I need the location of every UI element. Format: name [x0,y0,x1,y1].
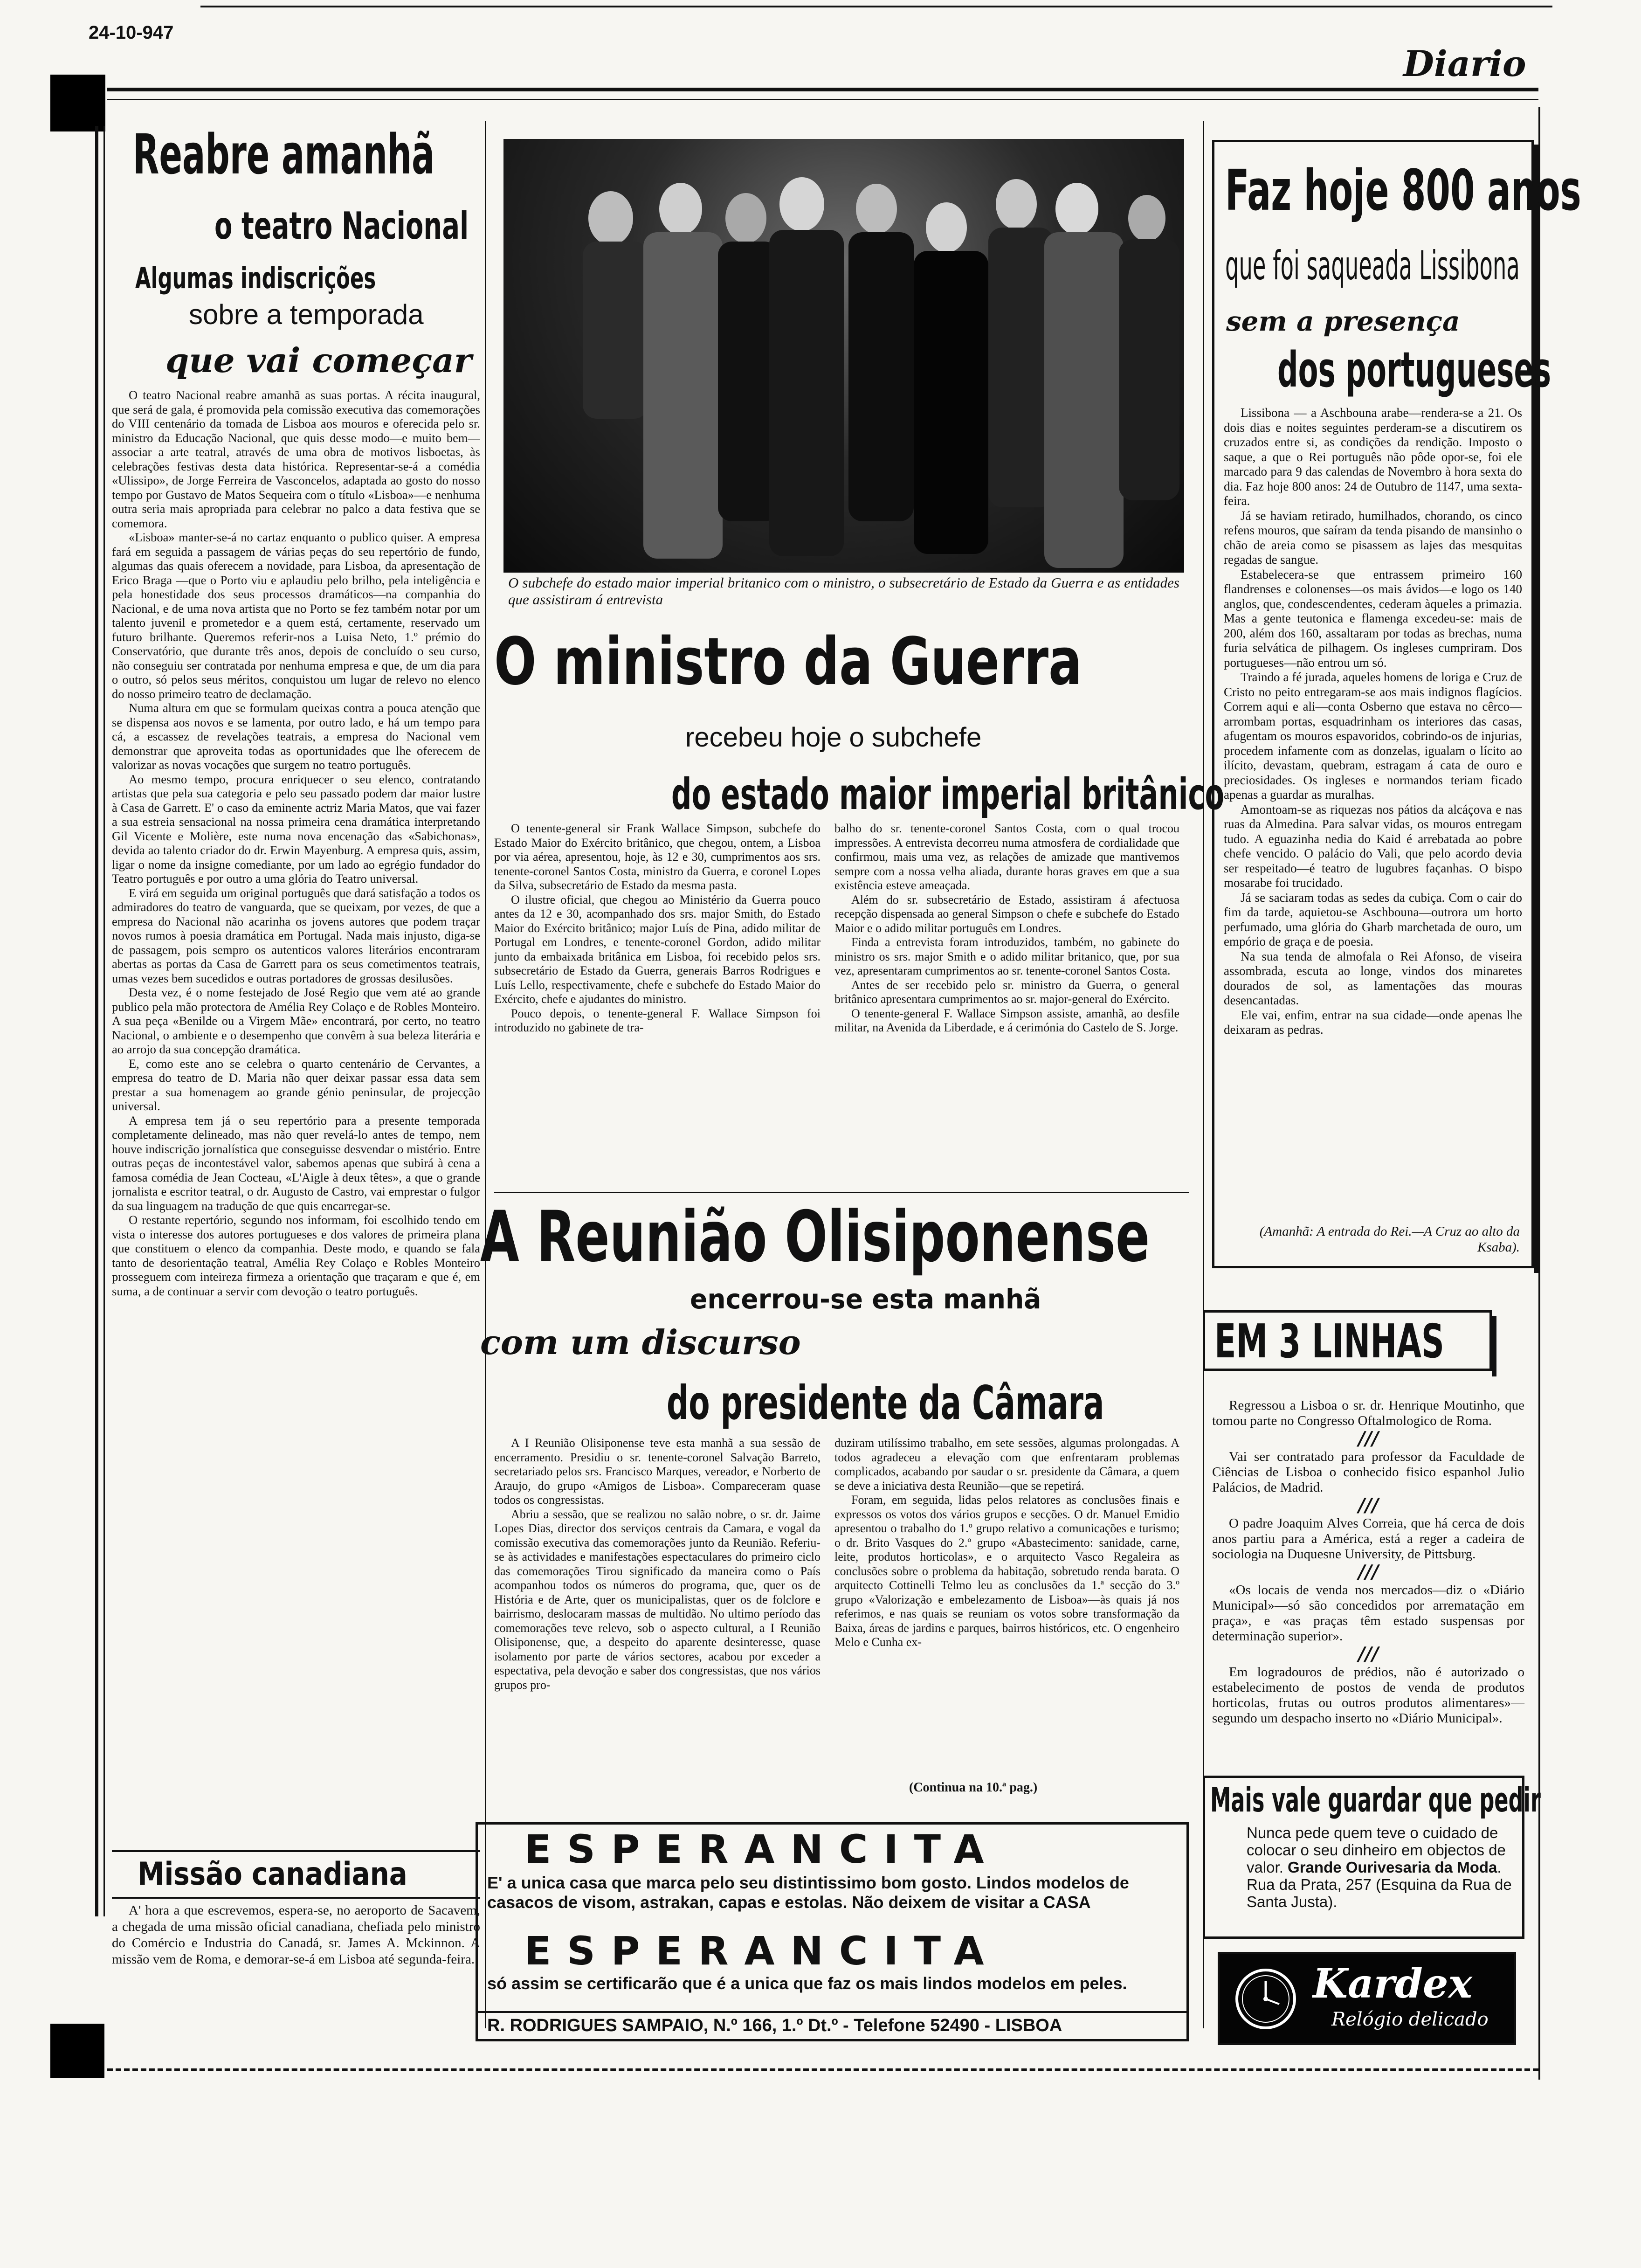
reuniao-subtitle-1: encerrou-se esta manhã [690,1283,1041,1315]
separator-slashes: /// [1358,1428,1379,1450]
top-border [200,6,1552,7]
right-footnote: (Amanhã: A entrada do Rei.—A Cruz ao alto da Ksaba). [1259,1224,1520,1255]
left-outer-rule [95,126,98,1916]
left-headline-5: que vai começar [165,340,472,380]
guerra-paragraph: O tenente-general sir Frank Wallace Simpson, subchefe do Estado Maior do Exército britânico, que chegou, ontem, a Lisboa por via aérea, apresentou, hoje, às 12 e 30, cumprimentos aos srs. tenente-coronel Santos Costa, ministro da Guerra, e coronel Lopes da Silva, subsecretário de Estado da mesma pasta. [494,822,820,892]
em3linhas-list [1212,1398,1524,1726]
guerra-paragraph: balho do sr. tenente-coronel Santos Costa, com o qual trocou impressões. A entrevista decorreu numa atmosfera de cordialidade que confirmou, mais uma vez, as relações de amizade que mantivemos sempre com a nossa velha aliada, durante horas graves em que a sua existência esteve ameaçada. [834,822,1179,892]
guerra-paragraph: Antes de ser recebido pelo sr. ministro da Guerra, o general britânico apresentara cumprimentos ao sr. major-general do Exército. [834,978,1179,1006]
left-outer-rule-2 [103,126,105,1916]
col-rule-2 [1203,121,1204,2028]
reuniao-col-2 [834,1436,1179,1763]
faz-hoje-box-shadow [1534,145,1538,1273]
guardar-title: Mais vale guardar que pedir [1210,1780,1541,1819]
guerra-col-1 [494,822,820,1204]
ad-text-2: só assim se certificarão que é a unica que faz os mais lindos modelos em peles. [487,1974,1127,1993]
right-paragraph: Traindo a fé jurada, aqueles homens de loriga e Cruz de Cristo no peito entregaram-se aos mais indignos flagícios. Correm aqui e ali—conta Osberno que estava no cêrco—arrombam portas, esquadrinham os interiores das casas, afugentam os mouros espavoridos, cobrindo-os de injurias, procedem infamente com as donzelas, igualam o lícito ao ilícito, devastam, quebram, estragam á cata de ouro e preciosidades. Os ingleses e normandos teriam ficado apenas a guardar as muralhas. [1224,670,1522,802]
esperancita-ad [476,1822,1189,2041]
guerra-paragraph: O ilustre oficial, que chegou ao Ministério da Guerra pouco antes da 12 e 30, acompanhado dos srs. major Smith, do Estado Maior do Exército britânico; major Luís de Pina, adido militar de Portugal em Londres, e tenente-coronel Gordon, adido militar junto da embaixada britânica em Lisboa, foi recebido pelos srs. subsecretário de Estado da Guerra, generais Barros Rodrigues e Luís Lello, respectivamente, chefe e subchefe do Estado Maior do Exército, chefe e ajudantes do ministro. [494,892,820,1006]
guerra-paragraph: O tenente-general F. Wallace Simpson assiste, amanhã, ao desfile militar, na Avenida da Liberdade, e á cerimónia do Castelo de S. Jorge. [834,1006,1179,1034]
guerra-paragraph: Finda a entrevista foram introduzidos, também, no gabinete do ministro os srs. major Smith e o adido militar britanico, que, por sua vez, apresentaram cumprimentos ao sr. tenente-coronel Santos Costa. [834,935,1179,977]
left-paragraph: E virá em seguida um original português que dará satisfação a todos os admiradores do teatro de vanguarda, que se queixam, por vezes, de que a empresa do Nacional não acarinha os jovens autores que podem traçar novos rumos à poesia dramática em Portugal. Nada mais injusto, diga-se de passagem, pois sempro os autenticos valores literários encontraram abertas as portas da Casa de Garrett para os seus cometimentos teatrais, umas vezes bem sucedidos e outras portadores de grossas desilusões. [112,885,480,985]
right-headline-1: Faz hoje 800 anos [1225,159,1581,223]
right-headline-4: dos portugueses [1277,341,1551,398]
registration-mark-top [50,75,105,131]
right-paragraph: Lissibona — a Aschbouna arabe—renderа-se a 21. Os dois dias e noites seguintes perderam-se a discutirem os cruzados entre si, as condições da rendição. Imposto o saque, a que o Rei português não pôde opor-se, foi ele marcado para 9 das calendas de Novembro à hora sexta do dia. Faz hoje 800 anos: 24 de Outubro de 1147, uma sexta-feira. [1224,406,1522,508]
ad-address: R. RODRIGUES SAMPAIO, N.º 166, 1.º Dt.º - Telefone 52490 - LISBOA [487,2016,1062,2035]
bottom-dashed-rule [107,2068,1538,2071]
linhas-item: Vai ser contratado para professor da Faculdade de Ciências de Lisboa o conhecido fisico espanhol Julio Palácios, de Madrid. [1212,1449,1524,1495]
reuniao-paragraph: Foram, em seguida, lidas pelos relatores as conclusões finais e expressos os votos dos vários grupos e secções. O dr. Manuel Emidio apresentou o trabalho do 1.º grupo relativo a comunicações e turismo; o dr. Brito Vasques do 2.º grupo «Abastecimento: sanidade, carne, leite, produtos horticolas», e o arquitecto Vasco Regaleira as conclusões sobre o problema da habitação, sobretudo renda barata. O arquitecto Cottinelli Telmo leu as conclusões da 1.ª secção do 3.º grupo «Valorização e embelezamento de Lisboa»—às quais já nos referimos, e nas quais se reuniam os votos sobre transformação da Baixa, áreas de jardins e parques, bairros históricos, etc. O engenheiro Melo e Cunha ex- [834,1493,1179,1649]
missao-rule-top [112,1850,480,1852]
linhas-item: «Os locais de venda nos mercados—diz o «Diário Municipal»—só são concedidos por arrematação em praça», e «as praças têm estado suspensas por determinação superior». [1212,1583,1524,1644]
ad-divider [478,2011,1186,2013]
masthead: Diario [1403,43,1526,84]
linhas-item: Regressou a Lisboa o sr. dr. Henrique Moutinho, que tomou parte no Congresso Oftalmologico de Roma. [1212,1398,1524,1428]
registration-mark-bottom [50,2024,104,2078]
guardar-text-1: Nunca pede quem teve o cuidado de colocar o seu dinheiro em objectos de valor. [1247,1824,1506,1876]
guerra-col-2 [834,822,1179,1204]
separator-slashes: /// [1358,1561,1379,1583]
col-rule-1 [485,121,486,2028]
right-article-body [1224,406,1522,1222]
kardex-brand: Kardex [1313,1960,1472,2007]
ad-brand-2: ESPERANCITA [524,1928,1000,1974]
news-photo [503,139,1184,573]
right-paragraph: Já se haviam retirado, humilhados, chorando, os cinco refens mouros, que saíram da tenda pisando de mansinho o chão de areia como se pisassem as lajes das mesquitas regadas de sangue. [1224,508,1522,567]
guardar-text-3: . Rua da Prata, 257 (Esquina da Rua de Santa Justa). [1247,1859,1512,1910]
left-article-body [112,388,480,1791]
guardar-text-2: Grande Ourivesaria da Moda [1288,1859,1497,1876]
reuniao-paragraph: Abriu a sessão, que se realizou no salão nobre, o sr. dr. Jaime Lopes Dias, director dos serviços centrais da Camara, e vogal da comissão executiva das comemorações junto da Reunião. Referiu-se às actividades e manifestações espectaculares do primeiro ciclo das comemorações Tirou significado da maneira como o País acompanhou todos os números do programa, que, quer os de História e de Arte, quer os municipalistas, quer os de folclore e bairrismo, deslocaram massas de multidão. No ultimo período das comemorações teve relevo, sob o aspecto cultural, a I Reunião Olisiponense, que, a despeito do aparente desinteresse, quase isolamento por parte de vários sectores, acabou por exceder a espectativa, pela devoção e saber dos congressistas, que nos vários grupos pro- [494,1507,820,1692]
kardex-ad [1218,1952,1516,2045]
em3linhas-box-shadow [1492,1316,1496,1376]
missao-title: Missão canadiana [138,1856,407,1893]
left-headline-2: o teatro Nacional [214,204,469,248]
header-rule-thin [107,99,1538,100]
left-headline-4: sobre a temporada [189,299,424,330]
separator-slashes: /// [1358,1643,1379,1665]
left-paragraph: Numa altura em que se formulam queixas contra a pouca atenção que se dispensa aos novos e se lamenta, por outro lado, e há um tempo para cá, a escassez de revelações teatrais, a empresa do Nacional vem demonstrar que aproveita todas as oportunidades que lhe oferecem de valorizar as novas vocações que surgem no teatro português. [112,701,480,772]
separator-slashes: /// [1358,1494,1379,1516]
left-paragraph: «Lisboa» manter-se-á no cartaz enquanto o publico quiser. A empresa fará em seguida a passagem de várias peças do seu repertório de fundo, algumas das quais oferecem a novidade, para Lisboa, da apresentação de Erico Braga —que o Porto viu e aplaudiu pelo brilho, pela inteligência e pela honestidade dos seus processos dramáticos—na companhia do Nacional, e de uma nova artista que no Porto se fez também notar por um talento juvenil e prometedor e a quem está, certamente, reservado um futuro brilhante. Queremos referir-nos a Luisa Neto, 1.º prémio do Conservatório, que durante três anos, depois de concluído o seu curso, não conseguiu ser contratada por nenhuma empresa e que, de um dia para o outro, só pelos seus méritos, conquistou um lugar de relevo no elenco do nosso primeiro teatro de declamação. [112,530,480,701]
guardar-text [1247,1824,1517,1910]
right-paragraph: Amontoam-se as riquezas nos pátios da alcáçova e nas ruas da Almedina. Para salvar vidas, os mouros entregam tudo. A eguazinha nedia do Kaid é arrebatada ao pobre chefe vencido. O palácio do Vali, que pelo acordo devia ser respeitado—é teatro de lugubres façanhas. O bispo mosarabe foi trucidado. [1224,802,1522,890]
guerra-paragraph: Além do sr. subsecretário de Estado, assistiram á afectuosa recepção dispensada ao general Simpson o chefe e subchefe do Estado Maior e o adido militar português em Londres. [834,892,1179,935]
reuniao-paragraph: A I Reunião Olisiponense teve esta manhã a sua sessão de encerramento. Presidiu o sr. tenente-coronel Salvação Barreto, secretariado pelos srs. Francisco Marques, vereador, e Norberto de Araujo, do grupo «Amigos de Lisboa». Compareceram quase todos os congressistas. [494,1436,820,1507]
left-paragraph: Desta vez, é o nome festejado de José Regio que vem até ao grande publico pela mão protectora de Amélia Rey Colaço e de Robles Monteiro. A sua peça «Benilde ou a Virgem Mãe» encontrará, por certo, no teatro Nacional, o ambiente e o desempenho que convêm à sua beleza literária e ao arrojo da sua concepção dramática. [112,985,480,1056]
missao-text [112,1902,480,2042]
reuniao-subtitle-2: com um discurso [480,1322,801,1362]
photo-caption: O subchefe do estado maior imperial britanico com o ministro, o subsecretário de Estado da Guerra e as entidades que assistiram á entrevista [508,574,1179,608]
right-paragraph: Na sua tenda de almofala o Rei Afonso, de viseira assombrada, escuta ao longe, vindos dos minaretes dourados de sol, as lamentações das mouras desencantadas. [1224,949,1522,1007]
right-paragraph: Já se saciaram todas as sedes da cubiça. Com o cair do fim da tarde, aquietou-se Aschbouna—outrora um horto perfumado, uma glória do Gharb marchetada de ouro, um empório de graça e de poesia. [1224,890,1522,948]
reuniao-rule [494,1192,1189,1193]
left-paragraph: A empresa tem já o seu repertório para a presente temporada completamente delineado, mas não quer revelá-lo antes de tempo, nem houve indiscrição jornalística que conseguisse desvendar o mistério. Entre outras peças de incontestável valor, sabemos apenas que subirá à cena a famosa comédia de Jean Cocteau, «L'Aigle à deux têtes», a que o grande jornalista e escritor teatral, o dr. Augusto de Castro, vai emprestar o fulgor da sua linguagem na tradução de que quis encarregar-se. [112,1113,480,1213]
linhas-item: Em logradouros de prédios, não é autorizado o estabelecimento de postos de venda de produtos horticolas, frutas ou outros produtos alimentares»—segundo um despacho inserto no «Diário Municipal». [1212,1665,1524,1726]
left-paragraph: Ao mesmo tempo, procura enriquecer o seu elenco, contratando artistas que pela sua categoria e pelo seu passado podem dar maior lustre à Casa de Garrett. E' o caso da eminente actriz Maria Matos, que vai fazer a sua estreia sensacional na nossa primeira cena dramática interpretando Gil Vicente e Molière, este numa nova encenação das «Sabichonas», devida ao talento criador do dr. Erwin Mayenburg. A empresa quis, assim, ligar o nome da insigne comediante, por um lado ao egrégio fundador do Teatro português e por outro a uma glória do Teatro universal. [112,772,480,885]
guerra-paragraph: Pouco depois, o tenente-general F. Wallace Simpson foi introduzido no gabinete de tra- [494,1006,820,1034]
ad-text-1: E' a unica casa que marca pelo seu distintissimo bom gosto. Lindos modelos de casacos de visom, astrakan, capas e estolas. Não deixem de visitar a CASA [487,1873,1129,1912]
linhas-item: O padre Joaquim Alves Correia, que há cerca de dois anos partiu para a América, está a reger a cadeira de sociologia na Duquesne University, de Pittsburg. [1212,1516,1524,1562]
left-headline-1: Reabre amanhã [133,122,435,187]
left-paragraph: O restante repertório, segundo nos informam, foi escolhido tendo em vista o interesse dos autores portugueses e dos valores de primeira plana que constituem o elenco da companhia. Deste modo, e quando se fala tanto de desorientação teatral, Amélia Rey Colaço e Robles Monteiro prosseguem com inteireza firmeza a orientação que traçaram e que é, em suma, a de continuar a servir com devoção o teatro português. [112,1213,480,1298]
photo-figures [503,139,1184,573]
reuniao-title: A Reunião Olisiponense [480,1196,1150,1278]
em3linhas-title: EM 3 LINHAS [1214,1314,1444,1369]
continua-label: (Continua na 10.ª pag.) [909,1780,1038,1795]
guerra-subtitle-2: do estado maior imperial britânico [671,769,1225,819]
left-headline-3: Algumas indiscrições [135,261,376,295]
left-paragraph: E, como este ano se celebra o quarto centenário de Cervantes, a empresa do teatro de D. Maria não quer deixar passar essa data sem prestar a sua homenagem ao grande génio peninsular, de projecção universal. [112,1056,480,1113]
right-headline-2: que foi saqueada Lissibona [1225,242,1520,289]
reuniao-subtitle-3: do presidente da Câmara [667,1376,1104,1430]
missao-rule-bottom [112,1897,480,1899]
reuniao-paragraph: duziram utilíssimo trabalho, em sete sessões, algumas prolongadas. A todos agradeceu a elevação com que enfrentaram problemas complicados, acabando por saudar o sr. presidente da Câmara, a quem se deve a iniciativa desta Reunião—que se repetirá. [834,1436,1179,1493]
guerra-subtitle-1: recebeu hoje o subchefe [685,722,982,753]
ad-brand-1: ESPERANCITA [524,1826,1000,1872]
clock-icon [1231,1964,1301,2034]
right-paragraph: Estabelecera-se que entrassem primeiro 160 flandrenses e colonenses—os mais ávidos—e logo os 140 anglos, que, condescendentes, cederam àqueles a primazia. Mas a gente teutonica e flamenga excedeu-se: mais de 200, além dos 160, assaltaram por todas as brechas, numa furia selvática de pilhagem. Os ingleses cumpriram. Dos portugueses—não entrou um só. [1224,567,1522,670]
issue-date: 24-10-947 [89,22,174,43]
missao-paragraph: A' hora a que escrevemos, espera-se, no aeroporto de Sacavem, a chegada de uma missão oficial canadiana, chefiada pelo ministro do Comércio e Industria do Canadá, sr. James A. Mckinnon. A missão vem de Roma, e demorar-se-á em Lisboa até segunda-feira. [112,1903,480,1967]
reuniao-col-1 [494,1436,820,1791]
right-paragraph: Ele vai, enfim, entrar na sua cidade—onde apenas lhe deixaram as pedras. [1224,1008,1522,1037]
left-paragraph: O teatro Nacional reabre amanhã as suas portas. A récita inaugural, que será de gala, é promovida pela comissão executiva das comemorações do VIII centenário da tomada de Lisboa aos mouros e oferecida pelo sr. ministro da Educação Nacional, que quis desse modo—e muito bem—associar a arte teatral, através de uma obra de motivos lisboetas, às celebrações festivas desta data histórica. Representar-se-á a comédia «Ulissipo», de Jorge Ferreira de Vasconcelos, adaptada ao gosto do nosso tempo por Gustavo de Matos Sequeira com o título «Lisboa»—e nenhuma outra seria mais apropriada para celebrar no palco a data festiva que se comemora. [112,388,480,530]
header-rule-thick [107,88,1538,91]
kardex-tagline: Relógio delicado [1331,2009,1489,2030]
guerra-title: O ministro da Guerra [494,624,1082,700]
right-headline-3: sem a presença [1226,305,1460,337]
